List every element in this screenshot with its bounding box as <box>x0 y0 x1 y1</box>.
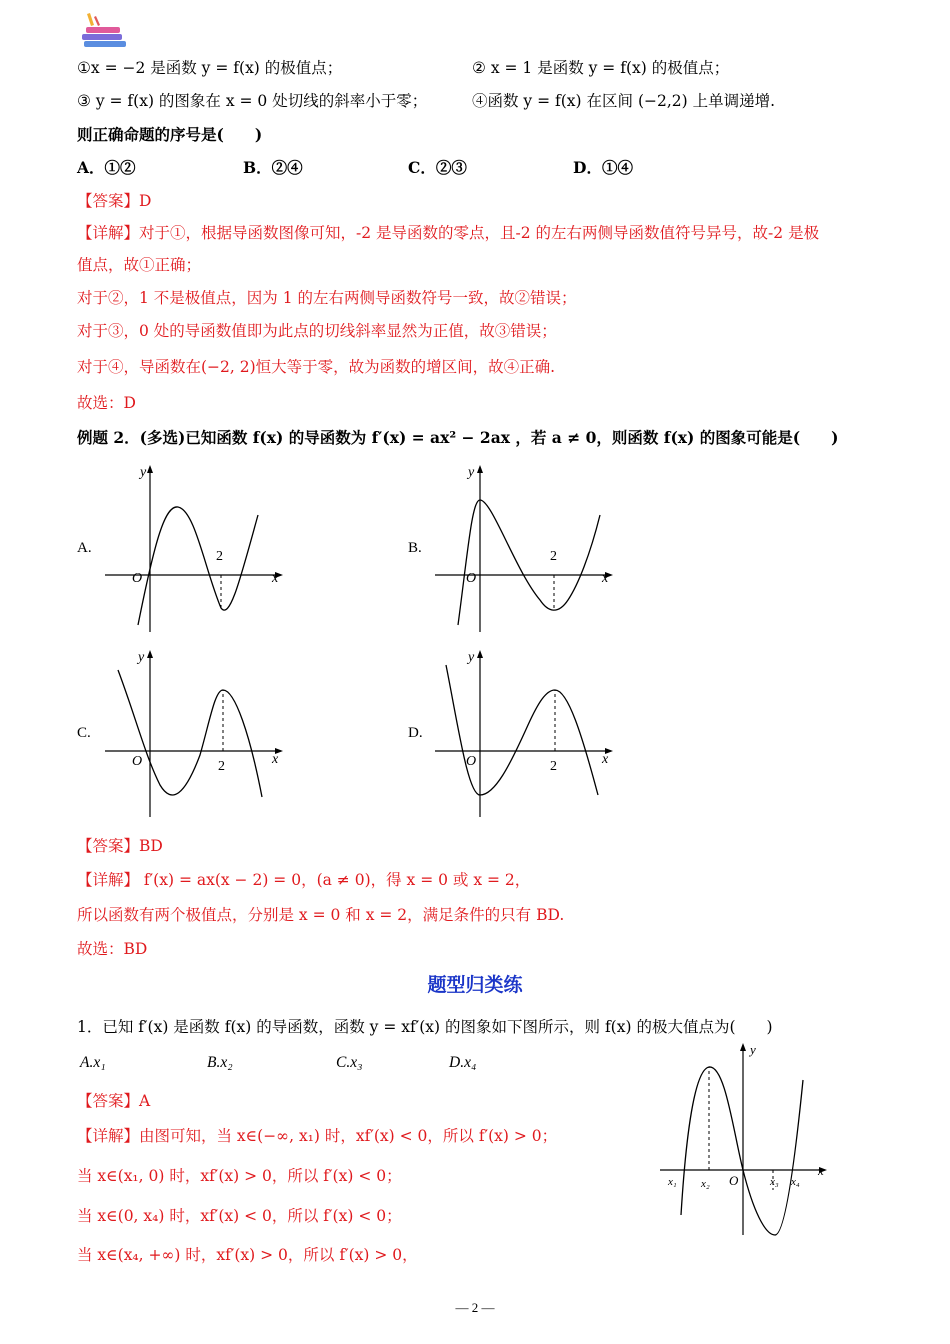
graph-b-label: B. <box>408 540 422 556</box>
graph-a-two: 2 <box>216 549 223 564</box>
q1-option-b: B．②④ <box>243 158 303 177</box>
graph-d <box>430 645 625 820</box>
p1-option-d: D.x₄ <box>449 1054 477 1071</box>
q1-detail-2: 值点，故①正确； <box>77 256 202 274</box>
graph-c-x-label: x <box>272 752 279 767</box>
graph-c-two: 2 <box>218 759 225 774</box>
q1-prompt: 则正确命题的序号是( ) <box>77 125 263 144</box>
page-number: — 2 — <box>455 1300 495 1315</box>
p1-graph <box>655 1040 835 1240</box>
example2-answer: 【答案】BD <box>77 837 163 855</box>
q1-option-c: C．②③ <box>408 158 467 177</box>
statement-1: ①x = −2 是函数 y = f(x) 的极值点； <box>77 59 343 77</box>
p1-option-c: C.x₃ <box>336 1054 363 1071</box>
graph-a-x-label: x <box>272 571 279 586</box>
p1-graph-y-label: y <box>750 1042 756 1057</box>
graph-b-y-label: y <box>468 465 475 480</box>
graph-a <box>100 460 295 635</box>
graph-b-x-label: x <box>602 571 609 586</box>
graph-d-y-label: y <box>468 650 475 665</box>
graph-a-y-label: y <box>140 465 147 480</box>
graph-d-origin: O <box>466 754 477 769</box>
p1-detail-4: 当 x∈(x₄, +∞) 时，xf′(x) > 0，所以 f′(x) > 0， <box>77 1246 418 1264</box>
q1-option-a: A．①② <box>77 158 136 177</box>
p1-graph-x4: x₄ <box>791 1176 800 1188</box>
p1-graph-x1: x₁ <box>668 1176 677 1188</box>
p1-detail-2: 当 x∈(x₁, 0) 时，xf′(x) > 0，所以 f′(x) < 0； <box>77 1167 402 1185</box>
p1-detail-1: 【详解】由图可知，当 x∈(−∞, x₁) 时，xf′(x) < 0，所以 f′(x) > 0； <box>77 1127 558 1145</box>
graph-c-label: C. <box>77 725 91 741</box>
p1-graph-x-label: x <box>818 1163 824 1178</box>
p1-option-a: A.x₁ <box>80 1054 106 1071</box>
p1-answer: 【答案】A <box>77 1092 151 1110</box>
example2-detail-3: 故选：BD <box>77 940 148 958</box>
graph-b-two: 2 <box>550 549 557 564</box>
books-logo-icon <box>80 10 128 50</box>
graph-c <box>100 645 295 820</box>
q1-answer: 【答案】D <box>77 192 152 210</box>
p1-option-b: B.x₂ <box>207 1054 233 1071</box>
p1-prompt: 1．已知 f′(x) 是函数 f(x) 的导函数，函数 y = xf′(x) 的图象如下图所示，则 f(x) 的极大值点为( ) <box>77 1018 773 1036</box>
example2-prompt: 例题 2．(多选)已知函数 f(x) 的导函数为 f′(x) = ax² − 2ax ，若 a ≠ 0，则函数 f(x) 的图象可能是( ) <box>77 428 839 447</box>
section-title: 题型归类练 <box>427 974 523 996</box>
q1-option-d: D．①④ <box>573 158 633 177</box>
p1-graph-x3: x₃ <box>770 1176 779 1188</box>
graph-d-x-label: x <box>602 752 609 767</box>
example2-detail-2: 所以函数有两个极值点，分别是 x = 0 和 x = 2，满足条件的只有 BD. <box>77 906 565 924</box>
p1-graph-origin: O <box>729 1173 739 1188</box>
graph-c-origin: O <box>132 754 143 769</box>
graph-d-label: D. <box>408 725 423 741</box>
graph-b-origin: O <box>466 571 477 586</box>
graph-c-y-label: y <box>138 650 145 665</box>
statement-2: ② x = 1 是函数 y = f(x) 的极值点； <box>472 59 730 77</box>
q1-detail-5: 对于④，导函数在(−2, 2)恒大等于零，故为函数的增区间，故④正确. <box>77 358 556 376</box>
q1-detail-6: 故选：D <box>77 394 136 412</box>
p1-graph-x2: x₂ <box>701 1178 710 1190</box>
q1-detail-3: 对于②，1 不是极值点，因为 1 的左右两侧导函数符号一致，故②错误； <box>77 289 577 307</box>
graph-b <box>430 460 625 635</box>
q1-detail-1: 【详解】对于①，根据导函数图像可知，-2 是导函数的零点，且-2 的左右两侧导函数值符号异号，故-2 是极 <box>77 224 820 242</box>
graph-a-label: A. <box>77 540 92 556</box>
graph-d-two: 2 <box>550 759 557 774</box>
graph-a-origin: O <box>132 571 143 586</box>
p1-detail-3: 当 x∈(0, x₄) 时，xf′(x) < 0，所以 f′(x) < 0； <box>77 1207 402 1225</box>
q1-detail-4: 对于③，0 处的导函数值即为此点的切线斜率显然为正值，故③错误； <box>77 322 557 340</box>
statement-4: ④函数 y = f(x) 在区间 (−2,2) 上单调递增. <box>472 92 776 110</box>
statement-3: ③ y = f(x) 的图象在 x = 0 处切线的斜率小于零； <box>77 92 428 110</box>
example2-detail-1: 【详解】 f′(x) = ax(x − 2) = 0，(a ≠ 0)，得 x = 0 或 x = 2， <box>77 871 531 889</box>
